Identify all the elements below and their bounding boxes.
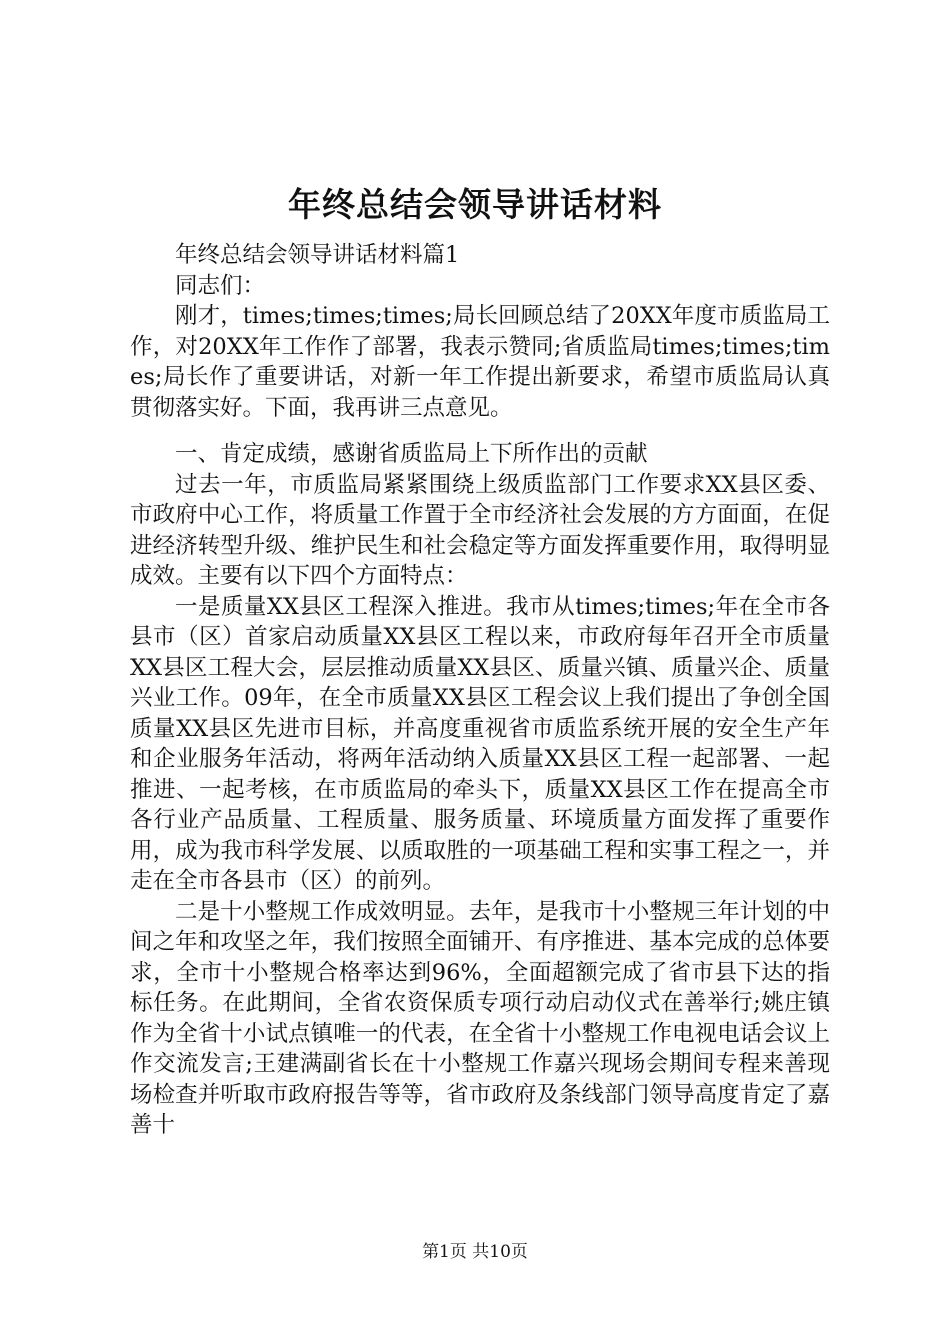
paragraph-point-1: 一是质量XX县区工程深入推进。我市从times;times;年在全市各县市（区）首家启动质量XX县区工程以来，市政府每年召开全市质量XX县区工程大会，层层推动质量XX县区、质量兴镇、质量兴企、质量兴业工作。09年，在全市质量XX县区工程会议上我们提出了争创全国质量XX县区先进市目标，并高度重视省市质监系统开展的安全生产年和企业服务年活动，将两年活动纳入质量XX县区工程一起部署、一起推进、一起考核，在市质监局的牵头下，质量XX县区工作在提高全市各行业产品质量、工程质量、服务质量、环境质量方面发挥了重要作用，成为我市科学发展、以质取胜的一项基础工程和实事工程之一，并走在全市各县市（区）的前列。 (130, 593, 830, 894)
document-title: 年终总结会领导讲话材料 (288, 185, 662, 224)
paragraph-point-2: 二是十小整规工作成效明显。去年，是我市十小整规三年计划的中间之年和攻坚之年，我们按照全面铺开、有序推进、基本完成的总体要求，全市十小整规合格率达到96%，全面超额完成了省市县下达的指标任务。在此期间，全省农资保质专项行动启动仪式在善举行;姚庄镇作为全省十小试点镇唯一的代表，在全省十小整规工作电视电话会议上作交流发言;王建满副省长在十小整规工作嘉兴现场会期间专程来善现场检查并听取市政府报告等等，省市政府及条线部门领导高度肯定了嘉善十 (130, 898, 830, 1138)
salutation: 同志们： (175, 272, 266, 299)
section-heading: 年终总结会领导讲话材料篇1 (175, 242, 460, 268)
document-body (130, 240, 830, 1141)
page-footer: 第1页 共10页 (422, 1242, 528, 1262)
paragraph-intro: 刚才，times;times;times;局长回顾总结了20XX年度市质监局工作，对20XX年工作作了部署，我表示赞同;省质监局times;times;times;局长作了重要讲话，对新一年工作提出新要求，希望市质监局认真贯彻落实好。下面，我再讲三点意见。 (130, 303, 830, 421)
paragraph-achievements: 过去一年，市质监局紧紧围绕上级质监部门工作要求XX县区委、市政府中心工作，将质量工作置于全市经济社会发展的方方面面，在促进经济转型升级、维护民生和社会稳定等方面发挥重要作用，取得明显成效。主要有以下四个方面特点： (130, 471, 830, 589)
heading-point-one: 一、肯定成绩，感谢省质监局上下所作出的贡献 (175, 441, 648, 467)
